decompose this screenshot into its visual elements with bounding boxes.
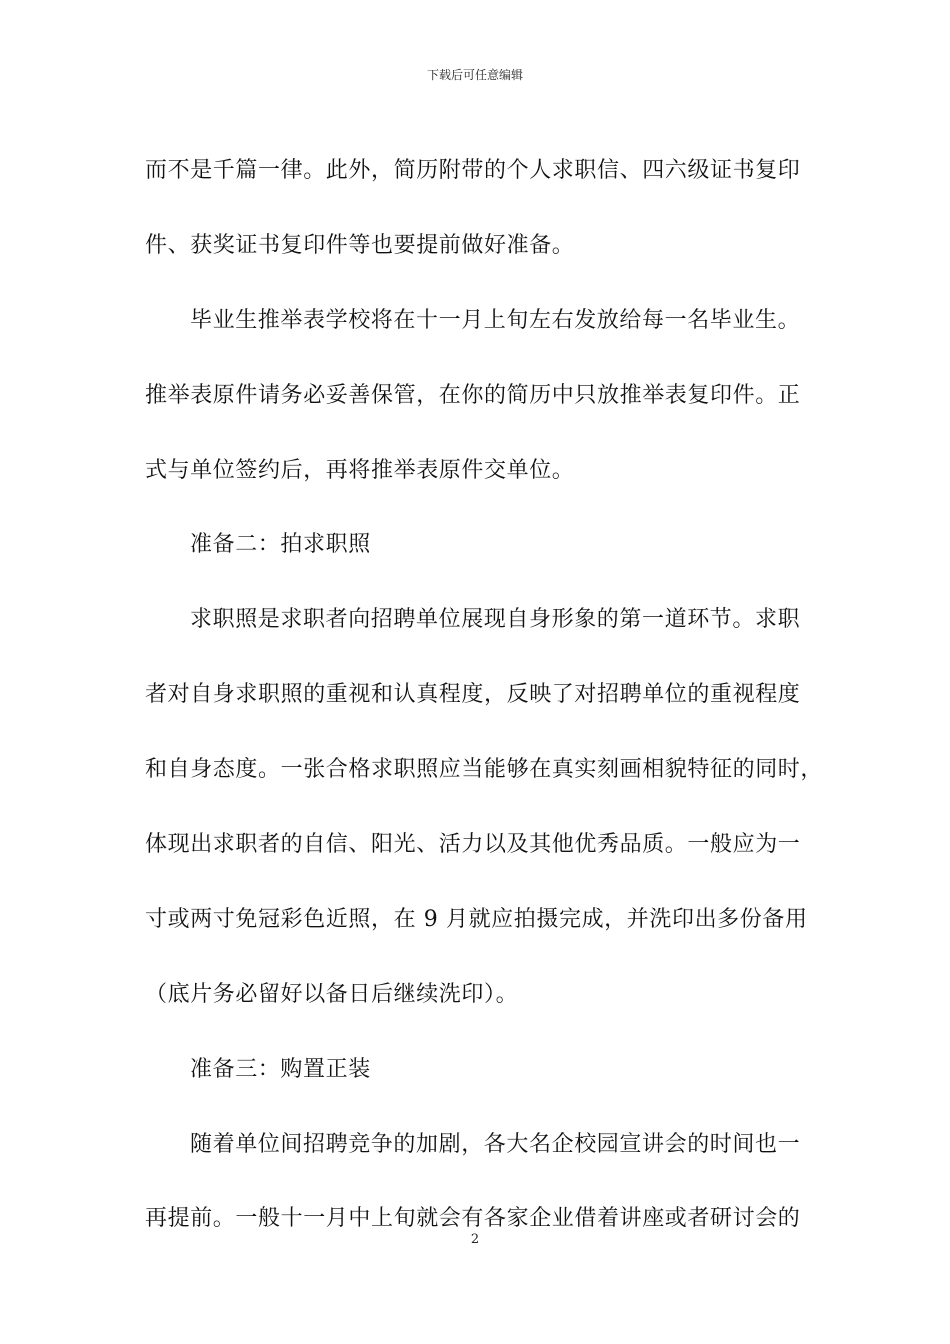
paragraph-line: 和自身态度。一张合格求职照应当能够在真实刻画相貌特征的同时，	[145, 757, 824, 783]
paragraph-line: 体现出求职者的自信、阳光、活力以及其他优秀品质。一般应为一	[145, 832, 801, 858]
page-header: 下载后可任意编辑	[426, 68, 523, 82]
paragraph-line: 而不是千篇一律。此外，简历附带的个人求职信、四六级证书复印	[145, 158, 801, 183]
document-body	[145, 134, 824, 1257]
section-heading: 准备三：购置正装	[190, 1056, 371, 1082]
paragraph-line: 寸或两寸免冠彩色近照，在 9 月就应拍摄完成，并洗印出多份备用	[145, 906, 808, 932]
paragraph-line: （底片务必留好以备日后继续洗印）。	[145, 981, 519, 1007]
paragraph-line: 者对自身求职照的重视和认真程度，反映了对招聘单位的重视程度	[145, 682, 801, 708]
paragraph-line: 推举表原件请务必妥善保管，在你的简历中只放推举表复印件。正	[145, 382, 801, 408]
paragraph-line: 毕业生推举表学校将在十一月上旬左右发放给每一名毕业生。	[190, 307, 801, 333]
paragraph-line: 求职照是求职者向招聘单位展现自身形象的第一道环节。求职	[190, 607, 801, 633]
paragraph-line: 式与单位签约后，再将推举表原件交单位。	[145, 457, 575, 483]
paragraph-line: 件、获奖证书复印件等也要提前做好准备。	[145, 232, 575, 258]
section-heading: 准备二：拍求职照	[190, 532, 371, 558]
paragraph-line: 再提前。一般十一月中上旬就会有各家企业借着讲座或者研讨会的	[145, 1206, 801, 1232]
page-number: 2	[470, 1232, 480, 1247]
paragraph-line: 随着单位间招聘竞争的加剧，各大名企校园宣讲会的时间也一	[190, 1131, 801, 1157]
